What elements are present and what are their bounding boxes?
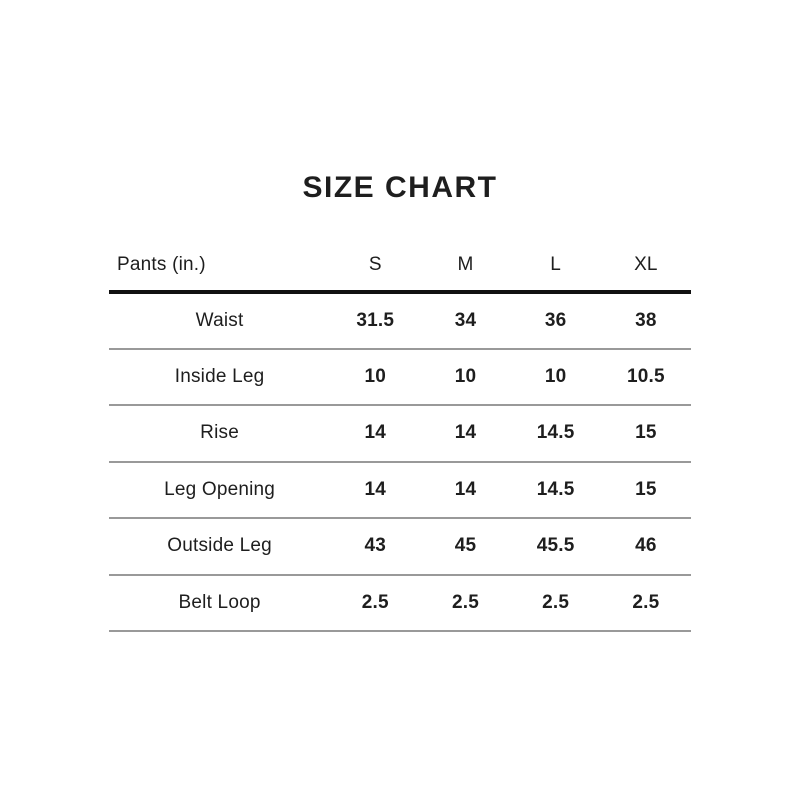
cell-value: 10.5 — [601, 349, 691, 406]
unit-column-header: Pants (in.) — [109, 240, 330, 292]
row-label: Rise — [109, 405, 330, 462]
cell-value: 15 — [601, 405, 691, 462]
cell-value: 14.5 — [511, 462, 601, 519]
row-label: Leg Opening — [109, 462, 330, 519]
cell-value: 2.5 — [420, 575, 510, 632]
row-label: Inside Leg — [109, 349, 330, 406]
cell-value: 2.5 — [511, 575, 601, 632]
row-label: Belt Loop — [109, 575, 330, 632]
table-row-waist — [109, 292, 691, 349]
page-title: SIZE CHART — [302, 171, 498, 204]
table-row-inside-leg — [109, 349, 691, 406]
size-chart-page — [0, 172, 800, 800]
cell-value: 34 — [420, 292, 510, 349]
cell-value: 38 — [601, 292, 691, 349]
size-column-header-s: S — [330, 240, 420, 292]
row-label: Waist — [109, 292, 330, 349]
size-chart-table — [109, 240, 691, 632]
cell-value: 14.5 — [511, 405, 601, 462]
cell-value: 31.5 — [330, 292, 420, 349]
table-row-outside-leg — [109, 518, 691, 575]
cell-value: 46 — [601, 518, 691, 575]
cell-value: 45 — [420, 518, 510, 575]
table-row-belt-loop — [109, 575, 691, 632]
cell-value: 36 — [511, 292, 601, 349]
row-label: Outside Leg — [109, 518, 330, 575]
table-header-row — [109, 240, 691, 292]
size-column-header-xl: XL — [601, 240, 691, 292]
cell-value: 15 — [601, 462, 691, 519]
cell-value: 14 — [330, 405, 420, 462]
cell-value: 10 — [420, 349, 510, 406]
cell-value: 43 — [330, 518, 420, 575]
cell-value: 14 — [330, 462, 420, 519]
cell-value: 10 — [511, 349, 601, 406]
cell-value: 10 — [330, 349, 420, 406]
size-column-header-m: M — [420, 240, 510, 292]
cell-value: 2.5 — [601, 575, 691, 632]
cell-value: 2.5 — [330, 575, 420, 632]
cell-value: 45.5 — [511, 518, 601, 575]
cell-value: 14 — [420, 462, 510, 519]
table-row-leg-opening — [109, 462, 691, 519]
cell-value: 14 — [420, 405, 510, 462]
table-row-rise — [109, 405, 691, 462]
size-column-header-l: L — [511, 240, 601, 292]
